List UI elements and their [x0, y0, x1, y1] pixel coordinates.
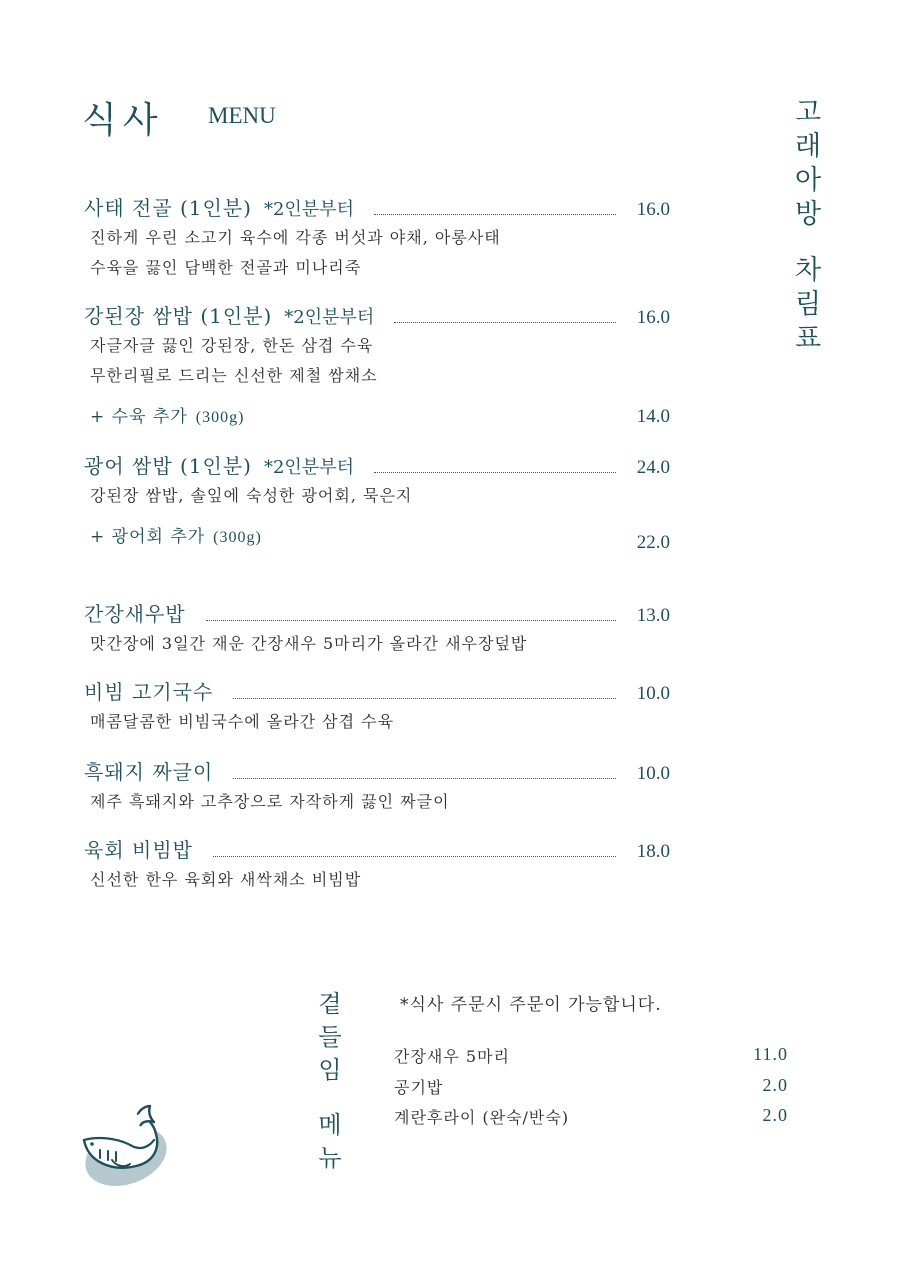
side-item-price: 2.0 — [762, 1075, 788, 1095]
addon-size: (300g) — [195, 409, 245, 426]
item-name: 흑돼지 짜글이 — [84, 760, 214, 784]
menu-item — [84, 450, 670, 511]
item-description: 강된장 쌈밥, 솔잎에 숙성한 광어회, 묵은지 — [90, 486, 413, 505]
item-name: 육회 비빔밥 — [84, 838, 193, 862]
menu-item — [84, 756, 670, 817]
item-note: *2인분부터 — [263, 199, 354, 220]
title-char: 들 — [318, 1023, 342, 1051]
addon-name: + 광어회 추가 — [90, 527, 206, 547]
item-description: 무한리필로 드리는 신선한 제철 쌈채소 — [90, 366, 378, 385]
item-description: 신선한 한우 육회와 새싹채소 비빔밥 — [90, 870, 362, 889]
side-item-name: 공기밥 — [394, 1078, 444, 1097]
item-price: 10.0 — [636, 683, 670, 704]
menu-item — [84, 192, 670, 283]
item-price: 16.0 — [636, 199, 670, 220]
title-char: 메 — [318, 1111, 342, 1139]
item-name: 강된장 쌈밥 (1인분) — [84, 304, 273, 328]
item-note: *2인분부터 — [263, 457, 354, 478]
addon-name: + 수육 추가 — [90, 407, 188, 427]
dot-leader — [213, 855, 616, 857]
title-char: 뉴 — [318, 1144, 342, 1172]
item-description: 수육을 끓인 담백한 전골과 미나리죽 — [90, 258, 362, 277]
title-char: 아 — [794, 165, 822, 196]
item-description: 맛간장에 3일간 재운 간장새우 5마리가 올라간 새우장덮밥 — [90, 634, 528, 653]
title-char: 고 — [794, 97, 822, 128]
page-title: 식사 — [82, 100, 164, 141]
restaurant-title — [788, 96, 828, 356]
title-char: 곁 — [318, 990, 342, 1018]
menu-item — [84, 834, 670, 895]
side-menu-row — [394, 1105, 788, 1128]
title-char: 방 — [794, 199, 822, 230]
dot-leader — [233, 777, 616, 779]
side-item-price: 2.0 — [762, 1105, 788, 1125]
title-char: 표 — [794, 323, 822, 354]
item-price: 13.0 — [636, 605, 670, 626]
side-menu-row — [394, 1044, 788, 1067]
dot-leader — [374, 213, 616, 215]
menu-item — [84, 300, 670, 391]
title-char: 임 — [318, 1056, 342, 1084]
page-subtitle: MENU — [208, 103, 276, 128]
title-char: 림 — [794, 289, 822, 320]
item-price: 16.0 — [636, 307, 670, 328]
item-price: 24.0 — [636, 457, 670, 478]
dot-leader — [233, 697, 616, 699]
dot-leader — [206, 619, 616, 621]
title-char: 차 — [794, 255, 822, 286]
item-name: 비빔 고기국수 — [84, 680, 214, 704]
addon-price: 14.0 — [636, 406, 670, 427]
side-menu-note: *식사 주문시 주문이 가능합니다. — [400, 995, 662, 1015]
whale-icon — [78, 1100, 174, 1196]
dot-leader — [394, 321, 616, 323]
item-price: 18.0 — [636, 841, 670, 862]
side-item-name: 간장새우 5마리 — [394, 1047, 511, 1066]
addon-price: 22.0 — [636, 532, 670, 553]
item-description: 진하게 우린 소고기 육수에 각종 버섯과 야채, 아롱사태 — [90, 228, 501, 247]
item-name: 간장새우밥 — [84, 602, 186, 626]
menu-item — [84, 676, 670, 737]
item-note: *2인분부터 — [284, 307, 375, 328]
item-description: 제주 흑돼지와 고추장으로 자작하게 끓인 짜글이 — [90, 792, 450, 811]
title-char: 래 — [794, 131, 822, 162]
addon-row — [84, 522, 670, 553]
item-name: 사태 전골 (1인분) — [84, 196, 252, 220]
item-name: 광어 쌈밥 (1인분) — [84, 454, 252, 478]
item-description: 매콤달콤한 비빔국수에 올라간 삼겹 수육 — [90, 712, 395, 731]
addon-size: (300g) — [213, 529, 262, 546]
item-price: 10.0 — [636, 763, 670, 784]
side-menu-row — [394, 1075, 788, 1098]
menu-item — [84, 598, 670, 659]
side-menu-title — [310, 988, 350, 1175]
dot-leader — [374, 471, 616, 473]
item-description: 자글자글 끓인 강된장, 한돈 삼겹 수육 — [90, 336, 374, 355]
side-item-price: 11.0 — [753, 1044, 788, 1064]
side-item-name: 계란후라이 (완숙/반숙) — [394, 1108, 570, 1127]
addon-row — [84, 402, 670, 428]
